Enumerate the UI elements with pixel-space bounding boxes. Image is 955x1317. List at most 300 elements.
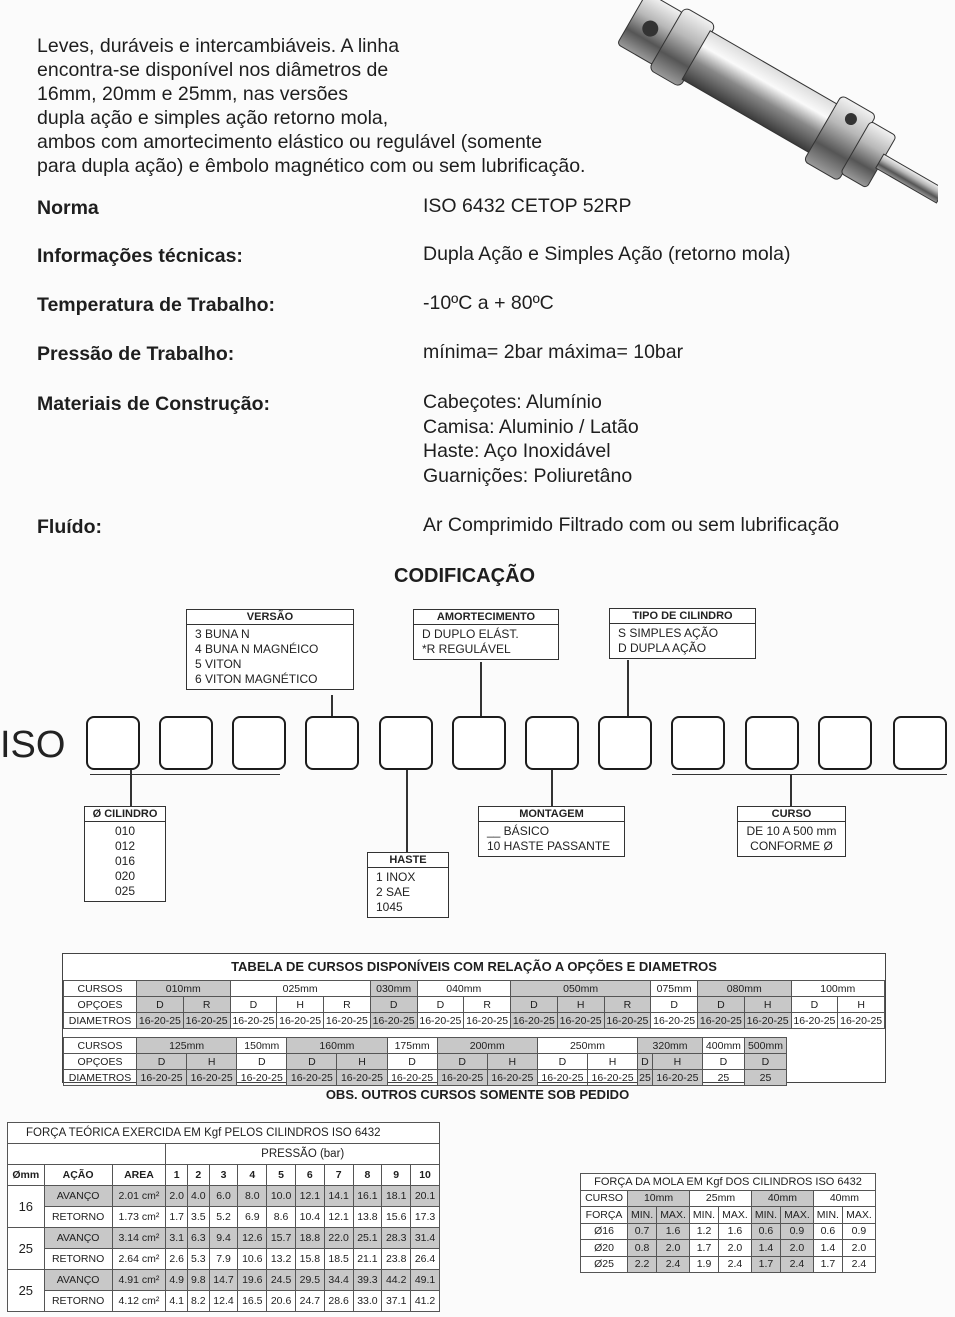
force-value: 12.1	[295, 1186, 324, 1207]
force-value: 9.8	[188, 1270, 210, 1291]
mola-diameter: Ø20	[581, 1240, 628, 1257]
haste-title: HASTE	[368, 853, 448, 868]
amortecimento-item: D DUPLO ELÁST.	[422, 627, 519, 641]
intro-line: encontra-se disponível nos diâmetros de	[37, 59, 389, 81]
montagem-box	[478, 806, 625, 857]
pressure-header: 2	[188, 1165, 210, 1186]
mola-value: 1.4	[751, 1240, 780, 1257]
curso-header-cell: 160mm	[287, 1038, 387, 1054]
curso-header-cell: 100mm	[791, 981, 885, 997]
force-value: 12.1	[324, 1207, 353, 1228]
amortecimento-title: AMORTECIMENTO	[414, 610, 558, 625]
code-digit-box	[379, 716, 433, 770]
versao-title: VERSÃO	[187, 610, 353, 625]
opcao-cell: D	[370, 997, 417, 1013]
mola-value: 1.7	[813, 1256, 842, 1273]
force-value: 3.1	[166, 1228, 188, 1249]
opcao-cell: H	[557, 997, 604, 1013]
cilindro-title: Ø CILINDRO	[85, 807, 165, 822]
force-value: 6.9	[238, 1207, 267, 1228]
pressure-header: 1	[166, 1165, 188, 1186]
force-value: 21.1	[353, 1249, 382, 1270]
curso-header-cell: 150mm	[237, 1038, 287, 1054]
iso-prefix: ISO	[0, 724, 66, 766]
opcao-cell: D	[287, 1054, 337, 1070]
versao-item: 5 VITON	[195, 657, 242, 671]
mola-value: 2.0	[842, 1240, 875, 1257]
curso-header-cell: 500mm	[744, 1038, 786, 1054]
mola-value: 2.4	[842, 1256, 875, 1273]
diametro-cell: 16-20-25	[537, 1070, 587, 1086]
cursos-table-title: TABELA DE CURSOS DISPONÍVEIS COM RELAÇÃO A OPÇÕES E DIAMETROS	[231, 959, 717, 974]
mola-value: 2.4	[657, 1256, 690, 1273]
opcao-cell: H	[652, 1054, 702, 1070]
curso-header-cell: 010mm	[137, 981, 231, 997]
force-value: 10.0	[267, 1186, 296, 1207]
force-value: 28.6	[324, 1291, 353, 1312]
opcao-cell: R	[183, 997, 230, 1013]
mola-value: 2.4	[718, 1256, 751, 1273]
force-value: 26.4	[411, 1249, 440, 1270]
area-cell: 2.64 cm²	[112, 1249, 166, 1270]
acao-cell: RETORNO	[44, 1207, 112, 1228]
area-cell: 3.14 cm²	[112, 1228, 166, 1249]
mola-value: 1.7	[690, 1240, 719, 1257]
force-value: 15.8	[295, 1249, 324, 1270]
opcao-cell: H	[838, 997, 885, 1013]
min-header: MIN.	[628, 1207, 657, 1224]
material-line: Cabeçotes: Alumínio	[423, 391, 602, 413]
force-value: 16.1	[353, 1186, 382, 1207]
force-value: 2.6	[166, 1249, 188, 1270]
mola-value: 1.6	[718, 1223, 751, 1240]
diametro-cell: 16-20-25	[557, 1013, 604, 1029]
connector-line	[406, 768, 408, 852]
blank-cell	[8, 1144, 166, 1165]
curso-header-cell: 040mm	[417, 981, 511, 997]
opcao-cell: R	[324, 997, 371, 1013]
force-value: 16.5	[238, 1291, 267, 1312]
acao-cell: AVANÇO	[44, 1270, 112, 1291]
spec-value-pressao: mínima= 2bar máxima= 10bar	[423, 341, 684, 363]
diametro-cell: 16-20-25	[604, 1013, 651, 1029]
curso-header-cell: 025mm	[230, 981, 370, 997]
pressao-label: PRESSÃO (bar)	[166, 1144, 440, 1165]
intro-line: para dupla ação) e êmbolo magnético com ou sem lubrificação.	[37, 155, 586, 177]
max-header: MAX.	[842, 1207, 875, 1224]
force-value: 15.6	[382, 1207, 411, 1228]
acao-cell: RETORNO	[44, 1291, 112, 1312]
area-cell: 4.12 cm²	[112, 1291, 166, 1312]
cilindro-item: 012	[114, 839, 136, 853]
connector-line	[627, 660, 629, 717]
force-value: 14.7	[209, 1270, 238, 1291]
intro-line: Leves, duráveis e intercambiáveis. A linha	[37, 35, 400, 57]
force-value: 12.6	[238, 1228, 267, 1249]
min-header: MIN.	[690, 1207, 719, 1224]
force-value: 24.7	[295, 1291, 324, 1312]
curso-item: DE 10 A 500 mm	[746, 824, 837, 838]
force-value: 15.7	[267, 1228, 296, 1249]
opcao-cell: D	[698, 997, 745, 1013]
diametro-cell: 16-20-25	[370, 1013, 417, 1029]
tipo-cilindro-title: TIPO DE CILINDRO	[610, 609, 755, 624]
curso-header-cell: 080mm	[698, 981, 792, 997]
code-digit-box	[232, 716, 286, 770]
curso-box	[737, 806, 846, 857]
diametro-cell: 16-20-25	[487, 1070, 537, 1086]
force-value: 4.0	[188, 1186, 210, 1207]
opcao-cell: D	[702, 1054, 744, 1070]
spec-value-informacoes: Dupla Ação e Simples Ação (retorno mola)	[423, 243, 791, 265]
diametro-cell: 16-20-25	[744, 1013, 791, 1029]
mola-value: 0.9	[780, 1223, 813, 1240]
haste-item: 2 SAE 1045	[376, 885, 411, 914]
code-digit-box	[893, 716, 947, 770]
code-digit-box	[159, 716, 213, 770]
diametro-cell: 16-20-25	[287, 1070, 337, 1086]
spec-label-norma: Norma	[37, 197, 99, 219]
curso-header-cell: 175mm	[387, 1038, 437, 1054]
mola-value: 0.7	[628, 1223, 657, 1240]
force-value: 18.1	[382, 1186, 411, 1207]
opcao-cell: D	[791, 997, 838, 1013]
diametro-cell: 16-20-25	[183, 1013, 230, 1029]
force-value: 4.9	[166, 1270, 188, 1291]
curso-header-cell: 075mm	[651, 981, 698, 997]
haste-box	[367, 852, 449, 918]
opcao-cell: H	[487, 1054, 537, 1070]
pressure-header: 4	[238, 1165, 267, 1186]
diametro-cell: 25	[702, 1070, 744, 1086]
pressure-header: 7	[324, 1165, 353, 1186]
montagem-item: __ BÁSICO	[487, 824, 550, 838]
force-value: 22.0	[324, 1228, 353, 1249]
opcao-cell: D	[387, 1054, 437, 1070]
force-value: 5.2	[209, 1207, 238, 1228]
cilindro-box	[84, 806, 166, 902]
mola-diameter: Ø25	[581, 1256, 628, 1273]
mola-value: 0.9	[842, 1223, 875, 1240]
force-value: 6.3	[188, 1228, 210, 1249]
area-cell: 1.73 cm²	[112, 1207, 166, 1228]
spec-label-pressao: Pressão de Trabalho:	[37, 343, 235, 365]
mola-value: 1.4	[813, 1240, 842, 1257]
acao-cell: AVANÇO	[44, 1186, 112, 1207]
mola-table	[580, 1173, 876, 1273]
force-value: 7.9	[209, 1249, 238, 1270]
mola-value: 0.6	[751, 1223, 780, 1240]
curso-header-cell: 050mm	[511, 981, 651, 997]
mola-value: 1.6	[657, 1223, 690, 1240]
force-value: 33.0	[353, 1291, 382, 1312]
force-value: 24.5	[267, 1270, 296, 1291]
code-digit-box	[598, 716, 652, 770]
tipo-cilindro-item: D DUPLA AÇÃO	[618, 641, 707, 655]
intro-line: dupla ação e simples ação retorno mola,	[37, 107, 389, 129]
diameter-cell: 25	[8, 1228, 45, 1270]
force-value: 10.6	[238, 1249, 267, 1270]
curso-header-cell: 250mm	[537, 1038, 637, 1054]
area-cell: 2.01 cm²	[112, 1186, 166, 1207]
spec-label-informacoes: Informações técnicas:	[37, 245, 243, 267]
code-digit-box	[452, 716, 506, 770]
mola-value: 0.6	[813, 1223, 842, 1240]
mola-value: 2.0	[657, 1240, 690, 1257]
diametro-cell: 16-20-25	[791, 1013, 838, 1029]
mola-value: 2.0	[718, 1240, 751, 1257]
codificacao-title: CODIFICAÇÃO	[394, 565, 536, 587]
opcao-cell: D	[417, 997, 464, 1013]
code-digit-box	[525, 716, 579, 770]
mola-value: 0.8	[628, 1240, 657, 1257]
force-value: 18.5	[324, 1249, 353, 1270]
montagem-title: MONTAGEM	[479, 807, 624, 822]
force-value: 20.1	[411, 1186, 440, 1207]
curso-header-cell: 125mm	[137, 1038, 237, 1054]
mola-diameter: Ø16	[581, 1223, 628, 1240]
force-value: 49.1	[411, 1270, 440, 1291]
force-value: 44.2	[382, 1270, 411, 1291]
spec-value-materiais	[423, 390, 639, 488]
diametro-cell: 16-20-25	[698, 1013, 745, 1029]
cursos-table-frame	[62, 953, 886, 1083]
cursos-table-block1	[63, 980, 885, 1029]
code-digit-box	[745, 716, 799, 770]
spec-value-fluido: Ar Comprimido Filtrado com ou sem lubrificação	[423, 514, 840, 536]
material-line: Guarnições: Poliuretâno	[423, 464, 633, 487]
max-header: MAX.	[657, 1207, 690, 1224]
montagem-item: 10 HASTE PASSANTE	[487, 839, 611, 853]
opcao-cell: D	[137, 1054, 187, 1070]
forca-header: AÇÃO	[44, 1165, 112, 1186]
force-value: 10.4	[295, 1207, 324, 1228]
connector-line	[790, 775, 792, 807]
mola-curso-header: 10mm	[628, 1190, 690, 1207]
force-value: 34.4	[324, 1270, 353, 1291]
diametro-cell: 16-20-25	[417, 1013, 464, 1029]
force-value: 18.8	[295, 1228, 324, 1249]
versao-box	[186, 609, 354, 690]
force-value: 23.8	[382, 1249, 411, 1270]
pressure-header: 5	[267, 1165, 296, 1186]
versao-item: 3 BUNA N	[195, 627, 250, 641]
connector-line	[331, 695, 333, 717]
diametro-cell: 16-20-25	[230, 1013, 277, 1029]
force-value: 3.5	[188, 1207, 210, 1228]
opcao-cell: H	[337, 1054, 387, 1070]
code-digit-box	[305, 716, 359, 770]
diametro-cell: 16-20-25	[237, 1070, 287, 1086]
material-line: Camisa: Aluminio / Latão	[423, 415, 639, 438]
diametro-cell: 16-20-25	[277, 1013, 324, 1029]
forca-header: AREA	[112, 1165, 166, 1186]
force-value: 39.3	[353, 1270, 382, 1291]
max-header: MAX.	[780, 1207, 813, 1224]
opcao-cell: D	[237, 1054, 287, 1070]
opcao-cell: H	[187, 1054, 237, 1070]
connector-line	[551, 768, 553, 808]
opcao-cell: H	[587, 1054, 637, 1070]
max-header: MAX.	[718, 1207, 751, 1224]
diametro-cell: 16-20-25	[337, 1070, 387, 1086]
versao-item: 6 VITON MAGNÉTICO	[195, 672, 318, 686]
diametro-cell: 16-20-25	[587, 1070, 637, 1086]
min-header: MIN.	[813, 1207, 842, 1224]
mola-value: 1.9	[690, 1256, 719, 1273]
tipo-cilindro-item: S SIMPLES AÇÃO	[618, 626, 719, 640]
pressure-header: 10	[411, 1165, 440, 1186]
forca-table	[7, 1122, 440, 1312]
opcao-cell: D	[511, 997, 558, 1013]
force-value: 31.4	[411, 1228, 440, 1249]
acao-cell: RETORNO	[44, 1249, 112, 1270]
amortecimento-item: *R REGULÁVEL	[422, 642, 511, 656]
mola-title: FORÇA DA MOLA EM Kgf DOS CILINDROS ISO 6432	[581, 1174, 876, 1191]
spec-label-temperatura: Temperatura de Trabalho:	[37, 294, 276, 316]
mola-curso-header: 25mm	[690, 1190, 752, 1207]
diametro-cell: 16-20-25	[511, 1013, 558, 1029]
diametro-cell: 16-20-25	[838, 1013, 885, 1029]
spec-label-fluido: Fluído:	[37, 516, 102, 538]
mola-curso-header: 40mm	[751, 1190, 813, 1207]
mola-value: 2.4	[780, 1256, 813, 1273]
amortecimento-box	[413, 609, 559, 660]
diameter-cell: 16	[8, 1186, 45, 1228]
diametro-cell: 25	[639, 1071, 651, 1084]
force-value: 37.1	[382, 1291, 411, 1312]
row-label: CURSOS	[64, 981, 137, 997]
area-cell: 4.91 cm²	[112, 1270, 166, 1291]
force-value: 4.1	[166, 1291, 188, 1312]
diametro-cell: 16-20-25	[387, 1070, 437, 1086]
cilindro-item: 025	[114, 884, 136, 898]
cursos-note: OBS. OUTROS CURSOS SOMENTE SOB PEDIDO	[325, 1087, 630, 1102]
versao-item: 4 BUNA N MAGNÉICO	[195, 642, 319, 656]
curso-title: CURSO	[738, 807, 845, 822]
tipo-cilindro-box	[609, 608, 756, 659]
haste-item: 1 INOX	[376, 870, 416, 884]
opcao-cell: D	[537, 1054, 587, 1070]
force-value: 2.0	[166, 1186, 188, 1207]
force-value: 25.1	[353, 1228, 382, 1249]
opcao-cell: H	[744, 997, 791, 1013]
force-value: 13.8	[353, 1207, 382, 1228]
code-digit-box	[671, 716, 725, 770]
mola-value: 1.2	[690, 1223, 719, 1240]
force-value: 28.3	[382, 1228, 411, 1249]
opcao-cell: R	[604, 997, 651, 1013]
pressure-header: 8	[353, 1165, 382, 1186]
opcao-cell: D	[638, 1054, 653, 1070]
row-label: DIAMETROS	[64, 1070, 137, 1086]
opcao-cell: D	[137, 997, 184, 1013]
curso-header-cell: 030mm	[370, 981, 417, 997]
force-value: 41.2	[411, 1291, 440, 1312]
row-label: OPÇOES	[64, 1054, 137, 1070]
opcao-cell: D	[230, 997, 277, 1013]
diametro-cell: 16-20-25	[437, 1070, 487, 1086]
force-value: 19.6	[238, 1270, 267, 1291]
mola-value: 1.7	[751, 1256, 780, 1273]
diametro-cell: 16-20-25	[324, 1013, 371, 1029]
force-value: 14.1	[324, 1186, 353, 1207]
mola-value: 2.0	[780, 1240, 813, 1257]
opcao-cell: H	[277, 997, 324, 1013]
diametro-cell: 16-20-25	[652, 1070, 702, 1086]
mola-curso-header: 40mm	[813, 1190, 875, 1207]
pressure-header: 6	[295, 1165, 324, 1186]
curso-header-cell: 320mm	[638, 1038, 703, 1054]
curso-header-cell: 200mm	[437, 1038, 537, 1054]
force-value: 29.5	[295, 1270, 324, 1291]
forca-title: FORÇA TEÓRICA EXERCIDA EM Kgf PELOS CILINDROS ISO 6432	[8, 1123, 440, 1144]
diametro-cell: 16-20-25	[187, 1070, 237, 1086]
connector-line	[480, 662, 482, 717]
mola-value: 2.2	[628, 1256, 657, 1273]
code-digit-box	[818, 716, 872, 770]
force-value: 8.0	[238, 1186, 267, 1207]
diametro-cell: 25	[744, 1070, 786, 1086]
pressure-header: 3	[209, 1165, 238, 1186]
force-value: 13.2	[267, 1249, 296, 1270]
curso-item: CONFORME Ø	[750, 839, 833, 853]
force-value: 9.4	[209, 1228, 238, 1249]
diametro-cell: 16-20-25	[464, 1013, 511, 1029]
spec-value-norma: ISO 6432 CETOP 52RP	[423, 195, 632, 217]
opcao-cell: D	[744, 1054, 786, 1070]
forca-label: FORÇA	[581, 1207, 628, 1224]
pneumatic-cylinder-image	[588, 0, 938, 205]
force-value: 12.4	[209, 1291, 238, 1312]
spec-value-temperatura: -10ºC a + 80ºC	[423, 292, 554, 314]
code-digit-box	[86, 716, 140, 770]
diametro-cell: 16-20-25	[651, 1013, 698, 1029]
force-value: 17.3	[411, 1207, 440, 1228]
diametro-cell: 16-20-25	[137, 1070, 187, 1086]
force-value: 8.2	[188, 1291, 210, 1312]
row-label: DIAMETROS	[64, 1013, 137, 1029]
row-label: OPÇOES	[64, 997, 137, 1013]
cilindro-item: 010	[114, 824, 136, 838]
diameter-cell: 25	[8, 1270, 45, 1312]
acao-cell: AVANÇO	[44, 1228, 112, 1249]
diametro-cell: 16-20-25	[137, 1013, 184, 1029]
curso-header-cell: 400mm	[702, 1038, 744, 1054]
underline	[90, 774, 280, 775]
forca-header: Ømm	[8, 1165, 45, 1186]
force-value: 6.0	[209, 1186, 238, 1207]
intro-line: 16mm, 20mm e 25mm, nas versões	[37, 83, 349, 105]
material-line: Haste: Aço Inoxidável	[423, 440, 611, 462]
force-value: 5.3	[188, 1249, 210, 1270]
curso-label: CURSO	[581, 1190, 628, 1207]
cilindro-item: 016	[114, 854, 136, 868]
pressure-header: 9	[382, 1165, 411, 1186]
force-value: 20.6	[267, 1291, 296, 1312]
intro-line: ambos com amortecimento elástico ou regulável (somente	[37, 131, 543, 153]
intro-paragraph	[37, 34, 667, 178]
min-header: MIN.	[751, 1207, 780, 1224]
cursos-table-block2	[63, 1037, 787, 1086]
opcao-cell: R	[464, 997, 511, 1013]
cilindro-item: 020	[114, 869, 136, 883]
opcao-cell: D	[651, 997, 698, 1013]
spec-label-materiais: Materiais de Construção:	[37, 393, 270, 415]
force-value: 1.7	[166, 1207, 188, 1228]
force-value: 8.6	[267, 1207, 296, 1228]
underline	[672, 774, 947, 775]
